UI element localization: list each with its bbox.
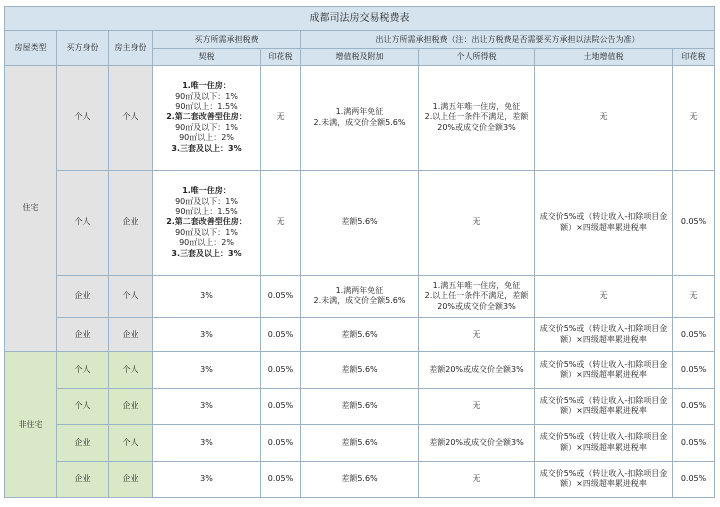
buyer-stamp-cell: 0.05% [261,461,301,497]
buyer-stamp-cell: 0.05% [261,425,301,461]
seller-stamp-cell: 0.05% [673,461,715,497]
table-row [5,275,715,317]
owner-cell: 企业 [109,388,153,424]
buyer-stamp-cell: 0.05% [261,388,301,424]
table-row [5,388,715,424]
house-type-residential: 住宅 [5,65,57,352]
income-tax-rule-line: 2.以上任一条件不满足，差额 [424,112,529,122]
table-row [5,65,715,170]
buyer-stamp-cell: 无 [261,65,301,170]
header-buyer-stamp-tax: 印花税 [261,49,301,65]
deed-tax-cell: 3% [153,388,261,424]
owner-cell: 个人 [109,65,153,170]
header-buyer: 买方身份 [57,31,109,65]
seller-stamp-cell: 无 [673,65,715,170]
income-tax-cell: 无 [419,461,535,497]
deed-tax-line: 2.第二套改善型住房： [166,217,247,227]
owner-cell: 个人 [109,425,153,461]
land-vat-cell: 成交价5%或（转让收入-扣除项目金额）×四级超率累进税率 [535,352,673,388]
income-tax-rule-line: 20%或成交价全额3% [437,122,516,132]
vat-cell: 差额5.6% [301,352,419,388]
land-vat-cell: 成交价5%或（转让收入-扣除项目金额）×四级超率累进税率 [535,425,673,461]
header-vat: 增值税及附加 [301,49,419,65]
income-tax-cell: 差额20%或成交价全额3% [419,425,535,461]
income-tax-rule-line: 1.满五年唯一住房，免征 [432,102,521,111]
income-tax-rule-line: 1.满五年唯一住房，免征 [432,280,521,290]
seller-stamp-cell: 0.05% [673,352,715,388]
income-tax-rule [419,275,535,317]
deed-tax-line: 90㎡以上：1.5% [175,207,238,217]
deed-tax-line: 90㎡及以下：1% [175,91,238,101]
header-income-tax: 个人所得税 [419,49,535,65]
deed-tax-line: 90㎡及以下：1% [175,227,238,237]
income-tax-rule-line: 2.以上任一条件不满足，差额 [424,291,529,301]
buyer-cell: 个人 [57,170,109,275]
owner-cell: 企业 [109,318,153,352]
buyer-stamp-cell: 0.05% [261,318,301,352]
seller-stamp-cell: 0.05% [673,170,715,275]
seller-stamp-cell: 0.05% [673,388,715,424]
land-vat-cell: 成交价5%或（转让收入-扣除项目金额）×四级超率累进税率 [535,461,673,497]
table-row [5,318,715,352]
vat-cell: 差额5.6% [301,425,419,461]
deed-tax-line: 2.第二套改善型住房： [166,112,247,122]
deed-tax-line: 3.三套及以上：3% [171,143,242,153]
deed-tax-line: 3.三套及以上：3% [171,248,242,258]
table-row [5,425,715,461]
deed-tax-line: 90㎡以上：2% [179,133,234,143]
buyer-cell: 企业 [57,275,109,317]
vat-rule [301,65,419,170]
deed-tax-rule [153,65,261,170]
table-title: 成都司法房交易税费表 [5,7,715,31]
income-tax-cell: 差额20%或成交价全额3% [419,352,535,388]
buyer-cell: 企业 [57,425,109,461]
vat-cell: 差额5.6% [301,318,419,352]
land-vat-cell: 成交价5%或（转让收入-扣除项目金额）×四级超率累进税率 [535,170,673,275]
vat-rule-line: 2.未满，成交价全额5.6% [313,117,406,127]
deed-tax-line: 90㎡及以下：1% [175,196,238,206]
buyer-stamp-cell: 0.05% [261,275,301,317]
house-type-nonresidential: 非住宅 [5,352,57,498]
vat-rule-line: 2.未满，成交价全额5.6% [313,296,406,306]
buyer-cell: 个人 [57,352,109,388]
header-deed-tax: 契税 [153,49,261,65]
tax-table [4,6,715,498]
owner-cell: 企业 [109,170,153,275]
buyer-stamp-cell: 0.05% [261,352,301,388]
buyer-cell: 个人 [57,388,109,424]
deed-tax-cell: 3% [153,318,261,352]
buyer-stamp-cell: 无 [261,170,301,275]
table-row [5,170,715,275]
buyer-cell: 个人 [57,65,109,170]
header-owner: 房主身份 [109,31,153,65]
deed-tax-line: 1.唯一住房： [182,186,231,196]
table-row [5,352,715,388]
owner-cell: 个人 [109,352,153,388]
header-buyer-taxes: 买方所需承担税费 [153,31,301,49]
buyer-cell: 企业 [57,461,109,497]
header-seller-taxes: 出让方所需承担税费（注：出让方税费是否需要买方承担以法院公告为准） [301,31,715,49]
deed-tax-line: 90㎡以上：1.5% [175,102,238,111]
deed-tax-line: 90㎡以上：2% [179,238,234,248]
deed-tax-cell: 3% [153,352,261,388]
land-vat-cell: 成交价5%或（转让收入-扣除项目金额）×四级超率累进税率 [535,388,673,424]
deed-tax-rule [153,170,261,275]
vat-cell: 差额5.6% [301,170,419,275]
owner-cell: 个人 [109,275,153,317]
header-house-type: 房屋类型 [5,31,57,65]
table-row [5,461,715,497]
deed-tax-line: 90㎡及以下：1% [175,122,238,132]
seller-stamp-cell: 无 [673,275,715,317]
header-land-vat: 土地增值税 [535,49,673,65]
seller-stamp-cell: 0.05% [673,318,715,352]
vat-cell: 差额5.6% [301,388,419,424]
deed-tax-line: 1.唯一住房： [182,81,231,91]
land-vat-cell: 无 [535,65,673,170]
income-tax-rule [419,65,535,170]
buyer-cell: 企业 [57,318,109,352]
seller-stamp-cell: 0.05% [673,425,715,461]
deed-tax-cell: 3% [153,425,261,461]
owner-cell: 企业 [109,461,153,497]
income-tax-cell: 无 [419,318,535,352]
vat-cell: 差额5.6% [301,461,419,497]
vat-rule-line: 1.满两年免征 [335,286,384,295]
deed-tax-cell: 3% [153,275,261,317]
header-seller-stamp-tax: 印花税 [673,49,715,65]
vat-rule-line: 1.满两年免征 [335,107,384,117]
income-tax-rule-line: 20%或成交价全额3% [437,301,516,311]
income-tax-cell: 无 [419,170,535,275]
vat-rule [301,275,419,317]
income-tax-cell: 无 [419,388,535,424]
deed-tax-cell: 3% [153,461,261,497]
land-vat-cell: 无 [535,275,673,317]
land-vat-cell: 成交价5%或（转让收入-扣除项目金额）×四级超率累进税率 [535,318,673,352]
